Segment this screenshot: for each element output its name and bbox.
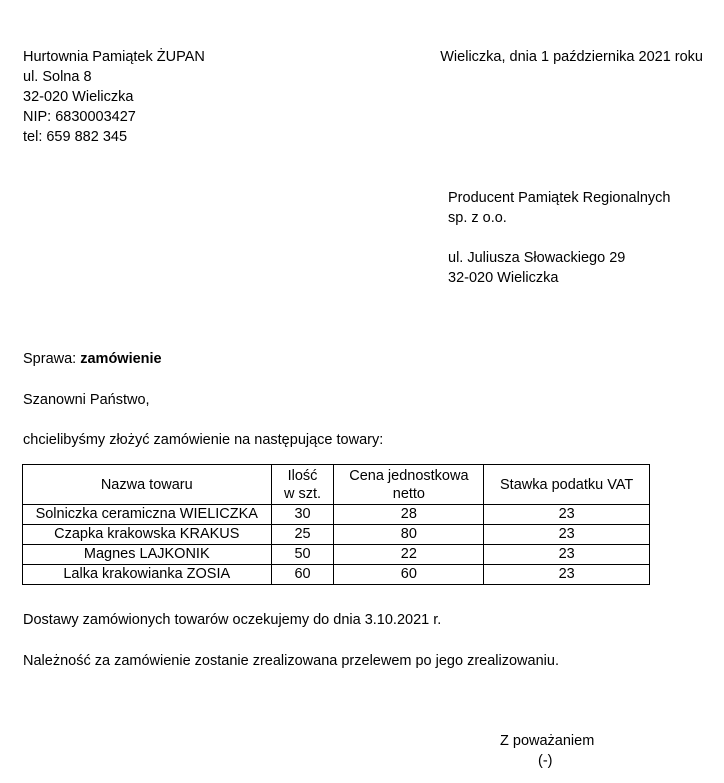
sender-company: Hurtownia Pamiątek ŻUPAN — [23, 49, 205, 65]
vat-rate-cell: 23 — [484, 565, 650, 585]
table-row — [23, 545, 650, 565]
header-unit-price: Cena jednostkowa netto — [334, 465, 484, 505]
header-vat-rate: Stawka podatku VAT — [484, 465, 650, 505]
sender-nip: NIP: 6830003427 — [23, 109, 136, 125]
closing-phrase: Z poważaniem — [500, 733, 595, 749]
product-name-cell: Lalka krakowianka ZOSIA — [23, 565, 272, 585]
greeting: Szanowni Państwo, — [23, 392, 150, 408]
vat-rate-cell: 23 — [484, 505, 650, 525]
delivery-note: Dostawy zamówionych towarów oczekujemy do dnia 3.10.2021 r. — [23, 612, 442, 628]
quantity-cell: 60 — [271, 565, 334, 585]
vat-rate-cell: 23 — [484, 545, 650, 565]
sender-city: 32-020 Wieliczka — [23, 89, 134, 105]
payment-note: Należność za zamówienie zostanie zrealizowana przelewem po jego zrealizowaniu. — [23, 653, 559, 669]
unit-price-cell: 22 — [334, 545, 484, 565]
recipient-legal-form: sp. z o.o. — [448, 210, 507, 226]
table-row — [23, 565, 650, 585]
recipient-address — [448, 188, 670, 288]
intro-text: chcielibyśmy złożyć zamówienie na następujące towary: — [23, 432, 384, 448]
table-row — [23, 525, 650, 545]
product-name-cell: Magnes LAJKONIK — [23, 545, 272, 565]
table-row — [23, 505, 650, 525]
quantity-cell: 30 — [271, 505, 334, 525]
quantity-cell: 25 — [271, 525, 334, 545]
date-line: Wieliczka, dnia 1 października 2021 roku — [440, 49, 703, 65]
subject-line — [23, 349, 162, 369]
order-table — [22, 464, 650, 585]
sender-street: ul. Solna 8 — [23, 69, 92, 85]
product-name-cell: Czapka krakowska KRAKUS — [23, 525, 272, 545]
unit-price-cell: 80 — [334, 525, 484, 545]
subject-value: zamówienie — [80, 351, 162, 367]
unit-price-cell: 28 — [334, 505, 484, 525]
quantity-cell: 50 — [271, 545, 334, 565]
header-product-name: Nazwa towaru — [23, 465, 272, 505]
product-name-cell: Solniczka ceramiczna WIELICZKA — [23, 505, 272, 525]
recipient-name: Producent Pamiątek Regionalnych — [448, 190, 671, 206]
table-header-row — [23, 465, 650, 505]
subject-label: Sprawa: — [23, 351, 81, 367]
recipient-street: ul. Juliusza Słowackiego 29 — [448, 250, 626, 266]
sender-phone: tel: 659 882 345 — [23, 129, 128, 145]
vat-rate-cell: 23 — [484, 525, 650, 545]
header-quantity: Ilość w szt. — [271, 465, 334, 505]
sender-address — [23, 47, 205, 147]
unit-price-cell: 60 — [334, 565, 484, 585]
recipient-city: 32-020 Wieliczka — [448, 270, 559, 286]
signature: (-) — [538, 753, 553, 769]
